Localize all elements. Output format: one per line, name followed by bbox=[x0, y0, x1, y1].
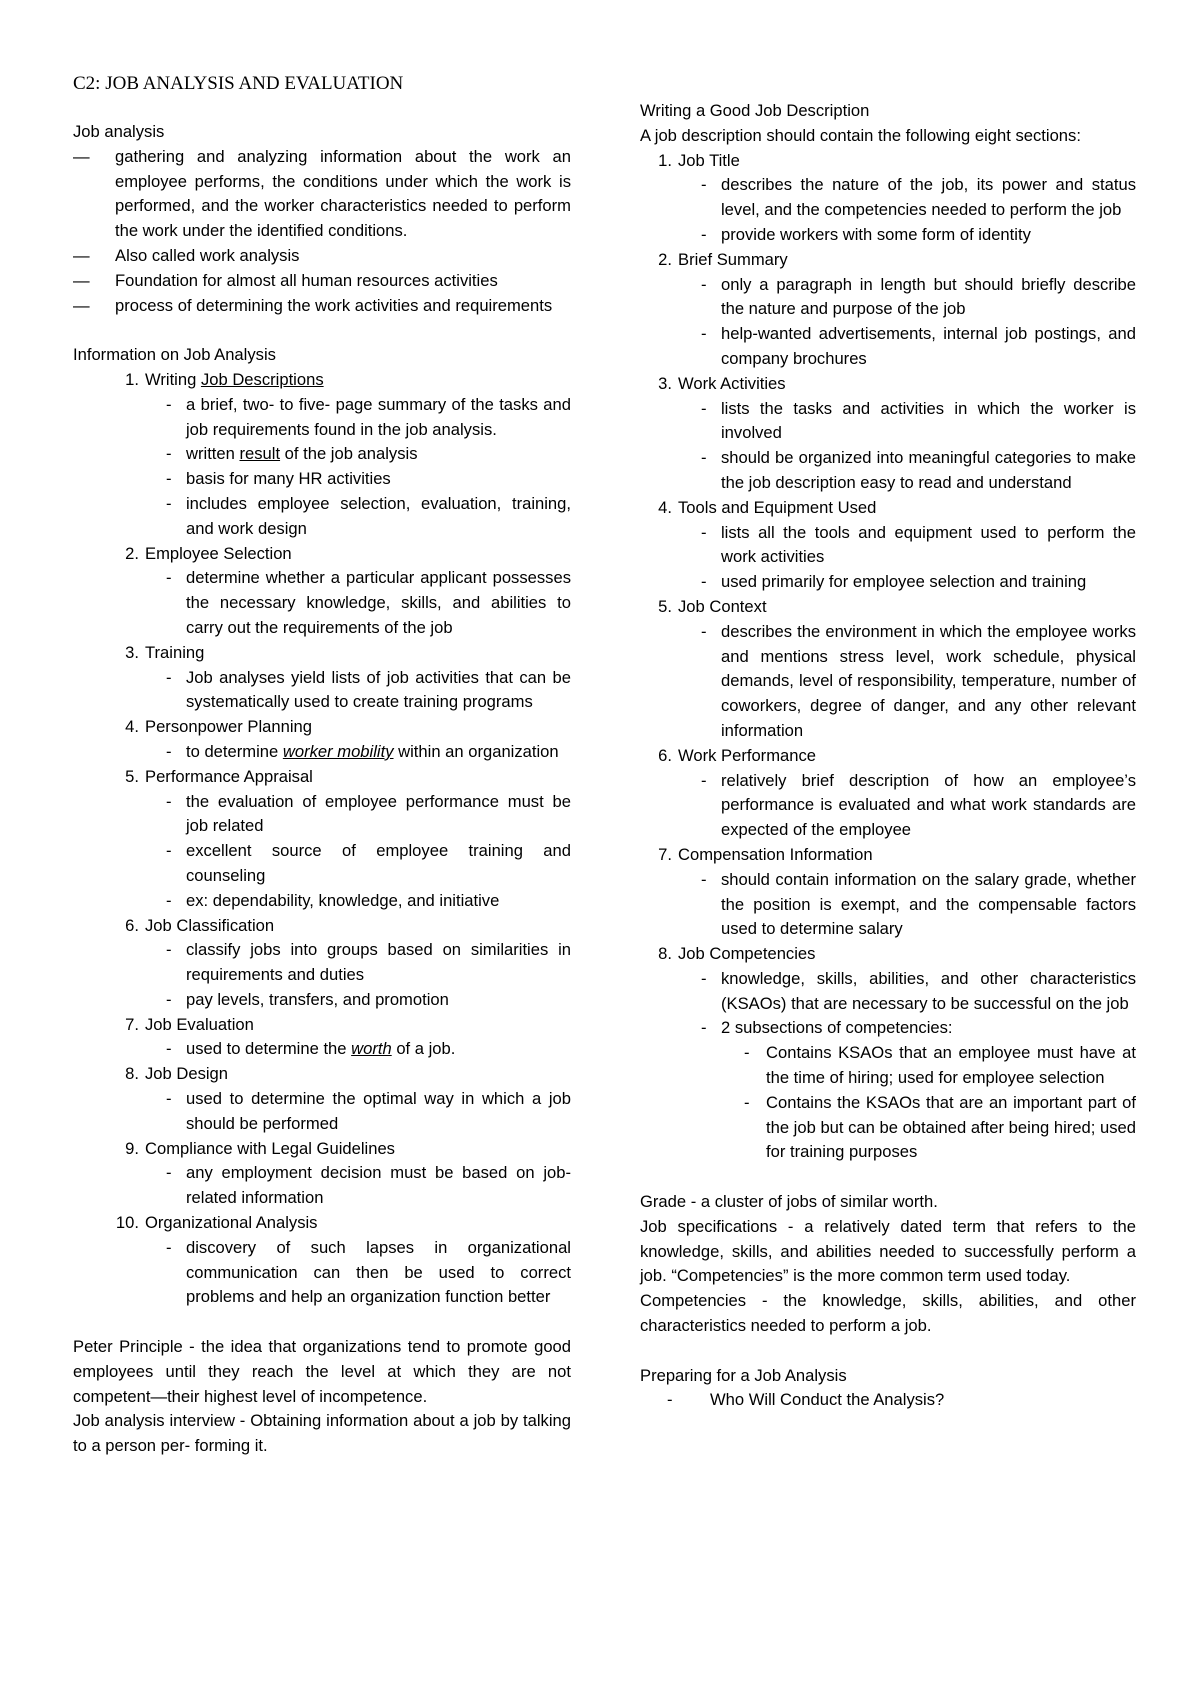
sub-item: - ex: dependability, knowledge, and initiative bbox=[166, 890, 500, 910]
list-item: — process of determining the work activities and requirements bbox=[73, 295, 553, 315]
numbered-item: 7. Job Evaluation bbox=[125, 1014, 254, 1034]
sub-item: - should contain information on the salary grade, whether the position is exempt, and the compensable factors used to determine salary bbox=[701, 869, 1136, 939]
job-specifications-definition: Job specifications - a relatively dated term that refers to the knowledge, skills, and abilities needed to successfully perform a job. “Competencies” is the more common term used today. bbox=[640, 1216, 1136, 1286]
numbered-item: 5. Job Context bbox=[658, 596, 767, 616]
numbered-item: 7. Compensation Information bbox=[658, 844, 873, 864]
list-item: — gathering and analyzing information about the work an employee performs, the conditions under which the work is performed, and the worker characteristics needed to perform the work under the identified conditions. bbox=[73, 146, 571, 241]
page-title: C2: JOB ANALYSIS AND EVALUATION bbox=[73, 73, 404, 94]
numbered-item: 2. Employee Selection bbox=[125, 543, 292, 563]
sub-sub-item: - Contains KSAOs that an employee must have at the time of hiring; used for employee selection bbox=[744, 1043, 1136, 1088]
sub-item: - a brief, two- to five- page summary of the tasks and job requirements found in the job analysis. bbox=[166, 394, 571, 439]
sub-item: - any employment decision must be based on job-related information bbox=[166, 1163, 571, 1208]
sub-item: - knowledge, skills, abilities, and other characteristics (KSAOs) that are necessary to be successful on the job bbox=[701, 968, 1136, 1013]
sub-item: - describes the nature of the job, its power and status level, and the competencies needed to perform the job bbox=[701, 175, 1136, 220]
job-analysis-heading: Job analysis bbox=[73, 122, 165, 141]
sub-item: - 2 subsections of competencies: bbox=[701, 1018, 953, 1038]
sub-item: - lists the tasks and activities in which the worker is involved bbox=[701, 398, 1136, 443]
sub-item: - the evaluation of employee performance must be job related bbox=[166, 791, 571, 836]
info-heading: Information on Job Analysis bbox=[73, 345, 276, 365]
numbered-item: 1. Job Title bbox=[658, 150, 740, 170]
sub-item: - discovery of such lapses in organizational communication can then be used to correct problems and help an organization function better bbox=[166, 1237, 571, 1307]
sub-item: - should be organized into meaningful categories to make the job description easy to read and understand bbox=[701, 448, 1136, 492]
numbered-item: 10. Organizational Analysis bbox=[115, 1213, 318, 1233]
sub-item: - used primarily for employee selection and training bbox=[701, 572, 1087, 592]
sub-item: - describes the environment in which the employee works and mentions stress level, work schedule, physical demands, level of responsibility, temperature, number of coworkers, degree of danger, and any other relevant information bbox=[701, 621, 1136, 740]
competencies-definition: Competencies - the knowledge, skills, abilities, and other characteristics needed to perform a job. bbox=[640, 1291, 1136, 1336]
sub-item: - used to determine the worth of a job. bbox=[166, 1039, 456, 1059]
numbered-item: 5. Performance Appraisal bbox=[125, 766, 313, 786]
sub-item: - determine whether a particular applicant possesses the necessary knowledge, skills, and abilities to carry out the requirements of the job bbox=[166, 568, 571, 637]
numbered-item: 1. Writing Job Descriptions bbox=[125, 369, 324, 389]
numbered-item: 6. Job Classification bbox=[125, 915, 275, 935]
sub-item: - Who Will Conduct the Analysis? bbox=[667, 1390, 945, 1410]
sub-item: - relatively brief description of how an employee’s performance is evaluated and what work standards are expected of the employee bbox=[701, 770, 1136, 840]
numbered-item: 4. Personpower Planning bbox=[125, 717, 312, 737]
right-column bbox=[640, 99, 1136, 1413]
right-intro: A job description should contain the following eight sections: bbox=[640, 125, 1081, 145]
numbered-item: 4. Tools and Equipment Used bbox=[658, 497, 877, 517]
peter-principle-paragraph: Peter Principle - the idea that organizations tend to promote good employees until they reach the level at which they are not competent—their highest level of incompetence. bbox=[73, 1337, 571, 1406]
numbered-item: 3. Work Activities bbox=[658, 373, 786, 393]
numbered-item: 8. Job Design bbox=[125, 1064, 229, 1084]
preparing-heading: Preparing for a Job Analysis bbox=[640, 1365, 847, 1385]
right-heading: Writing a Good Job Description bbox=[640, 101, 870, 120]
sub-item: - written result of the job analysis bbox=[166, 444, 418, 464]
numbered-item: 6. Work Performance bbox=[658, 745, 817, 765]
numbered-item: 2. Brief Summary bbox=[658, 249, 788, 269]
sub-item: - basis for many HR activities bbox=[166, 469, 391, 489]
sub-item: - Job analyses yield lists of job activities that can be systematically used to create training programs bbox=[166, 667, 571, 712]
numbered-item: 8. Job Competencies bbox=[658, 944, 816, 964]
numbered-item: 9. Compliance with Legal Guidelines bbox=[125, 1138, 395, 1158]
sub-item: - only a paragraph in length but should briefly describe the nature and purpose of the job bbox=[701, 274, 1136, 319]
sub-item: - lists all the tools and equipment used to perform the work activities bbox=[701, 522, 1136, 567]
list-item: — Also called work analysis bbox=[73, 245, 300, 265]
sub-item: - used to determine the optimal way in which a job should be performed bbox=[166, 1089, 571, 1133]
grade-definition: Grade - a cluster of jobs of similar worth. bbox=[640, 1192, 938, 1212]
sub-item: - pay levels, transfers, and promotion bbox=[166, 989, 449, 1009]
sub-item: - help-wanted advertisements, internal job postings, and company brochures bbox=[701, 324, 1136, 368]
list-item: — Foundation for almost all human resources activities bbox=[73, 270, 498, 290]
interview-paragraph: Job analysis interview - Obtaining information about a job by talking to a person per- forming it. bbox=[73, 1411, 571, 1456]
numbered-item: 3. Training bbox=[125, 642, 205, 662]
sub-sub-item: - Contains the KSAOs that are an important part of the job but can be obtained after being hired; used for training purposes bbox=[744, 1092, 1136, 1162]
left-column bbox=[73, 92, 571, 1459]
sub-item: - classify jobs into groups based on similarities in requirements and duties bbox=[166, 940, 571, 985]
sub-item: - provide workers with some form of identity bbox=[701, 224, 1031, 244]
sub-item: - to determine worker mobility within an organization bbox=[166, 741, 559, 761]
sub-item: - excellent source of employee training and counseling bbox=[166, 841, 571, 885]
sub-item: - includes employee selection, evaluation, training, and work design bbox=[166, 493, 571, 538]
